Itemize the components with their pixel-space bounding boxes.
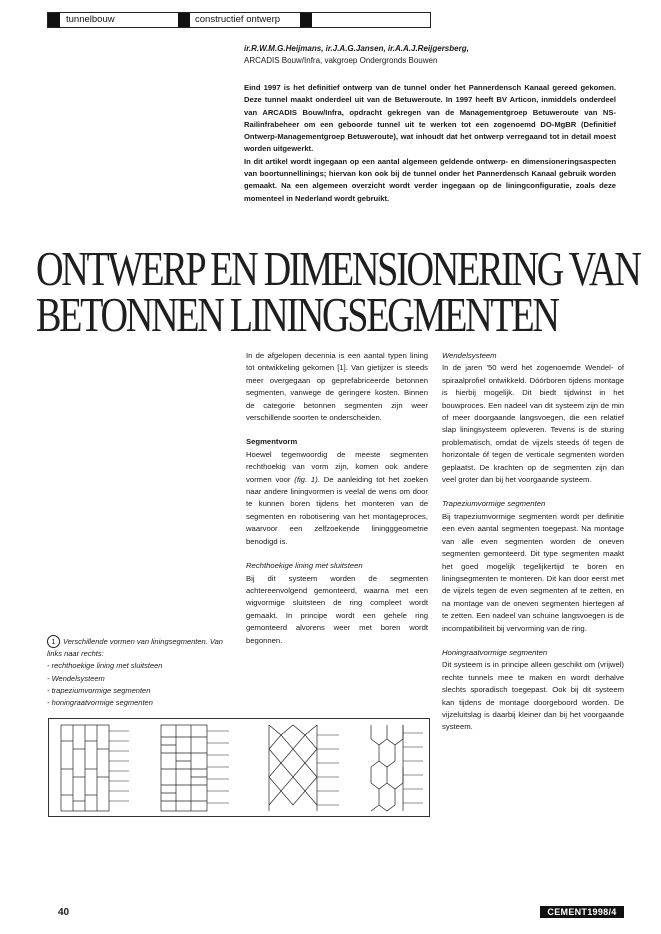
body-paragraph: Dit systeem is in principe alleen geschikt om (vrijwel) rechte tunnels mee te maken en wordt derhalve slechts sporadisch toegepast. Ook bij dit systeem kan tijdens de montage doorgeboord worden. De vijzeluitslag is daarbij kleiner dan bij het voorgaande systeem. <box>442 660 624 732</box>
header-tag-constructief-ontwerp: constructief ontwerp <box>195 14 281 25</box>
figure-number-badge: 1 <box>47 635 60 648</box>
rectangular-lining-drawing <box>61 725 129 811</box>
figure-lining-segments <box>48 718 430 817</box>
honeycomb-segments-drawing <box>371 725 423 811</box>
section-heading: Segmentvorm <box>246 437 298 447</box>
subsection-heading: Wendelsysteem <box>442 351 497 360</box>
header-marker <box>178 13 190 27</box>
section-header <box>47 12 431 28</box>
figure-caption <box>47 635 237 709</box>
title-line-2: BETONNEN LININGSEGMENTEN <box>36 287 558 342</box>
header-tag-tunnelbouw: tunnelbouw <box>66 14 115 25</box>
trapezium-segments-drawing <box>269 725 339 811</box>
body-paragraph: Bij trapeziumvormige segmenten wordt per definitie een even aantal segmenten toegepast. Na montage van alle even segmenten worden de oneven segmenten gemonteerd. Dit type segmenten maakt het goed mogelijk tegelijkertijd te boren en liningsegmenten te monteren. Dit kan door eerst met de vijzels tegen de even segmenten af te zetten, en na montage van de oneven segmenten hiertegen af te zetten. Een nadeel van schuine langsvoegen is de incompatibiliteit bij vervorming van de ring. <box>442 511 624 633</box>
page-number: 40 <box>58 907 70 918</box>
caption-item: - Wendelsysteem <box>47 673 105 683</box>
body-paragraph: In de jaren '50 werd het zogenoemde Wendel- of spiraalprofiel ontwikkeld. Dóórboren tijdens montage is hierbij mogelijk. Dit biedt tijdwinst in het bouwproces. Een nadeel van dit systeem zijn de min of meer doorgaande langsvoegen, die een relatief slap liningsysteem opleveren. Tevens is de sturing problematisch, omdat de vijzels steeds óf tegen de horizontale óf tegen de verticale segmenten worden geplaatst. De krachten op de segmenten zijn dan veel groter dan bij het voorgaande systeem. <box>442 363 624 485</box>
intro-paragraph: Eind 1997 is het definitief ontwerp van de tunnel onder het Pannerdensch Kanaal gereed gekomen. Deze tunnel maakt onderdeel uit van de Betuweroute. In 1997 heeft BV Articon, inmiddels onderdeel van ARCADIS Bouw/Infra, opdracht gekregen van de Managementgroep Betuweroute van NS-Railinfrabeheer om een geboorde tunnel uit te werken tot een zogenoemd DO-MgBR (Definitief Ontwerp-Managementgroep Betuweroute), wat inhoudt dat het ontwerp verregaand tot in detail moest worden uitgewerkt. <box>244 83 616 154</box>
body-column-right <box>442 350 624 734</box>
caption-list <box>47 660 237 709</box>
subsection-heading: Rechthoekige lining met sluitsteen <box>246 561 363 571</box>
caption-item: - trapeziumvormige segmenten <box>47 685 151 695</box>
caption-item: - honingraatvormige segmenten <box>47 698 153 708</box>
wendel-system-drawing <box>161 725 229 811</box>
body-paragraph: Bij dit systeem worden de segmenten achtereenvolgend gemonteerd, waarna met een wigvormige sluitsteen de ring compleet wordt gemaakt. In principe wordt een gehele ring gemonteerd alvorens weer met boren wordt begonnen. <box>246 573 428 645</box>
journal-issue-badge: CEMENT1998/4 <box>540 906 624 918</box>
lining-segments-diagram <box>49 719 429 816</box>
affiliation: ARCADIS Bouw/Infra, vakgroep Ondergronds Bouwen <box>244 56 438 65</box>
figure-reference: (fig. 1) <box>294 474 318 484</box>
intro-abstract <box>244 82 616 205</box>
body-column-middle <box>246 350 428 647</box>
subsection-heading: Honingraatvormige segmenten <box>442 647 548 657</box>
body-paragraph: Hoewel tegenwoordig de meeste segmenten rechthoekig van vorm zijn, komen ook andere vormen voor (fig. 1). De aanleiding tot het zoeken naar andere liningvormen is veelal de wens om door te kunnen boren tijdens het monteren van de segmenten en robotisering van het montageproces, waarvoor een zelfzoekende liningggeometrie benodigd is. <box>246 449 428 546</box>
title-line-1: ONTWERP EN DIMENSIONERING VAN <box>36 241 640 296</box>
authors: ir.R.W.M.G.Heijmans, ir.J.A.G.Jansen, ir.A.A.J.Reijgersberg, <box>244 44 469 53</box>
caption-item: - rechthoekige lining met sluitsteen <box>47 661 163 671</box>
header-marker <box>48 13 60 27</box>
intro-paragraph: In dit artikel wordt ingegaan op een aantal algemeen geldende ontwerp- en dimensioneringsaspecten van boortunnellinings; hiervan kon ook bij de tunnel onder het Pannerdensch Kanaal gebruik worden gemaakt. Na een algemeen overzicht wordt verder ingegaan op de liningconfiguratie, zoals deze momenteel in Nederland wordt gebruikt. <box>244 156 616 203</box>
header-marker <box>300 13 312 27</box>
caption-text: Verschillende vormen van liningsegmenten. Van links naar rechts: <box>47 637 223 659</box>
subsection-heading: Trapeziumvormige segmenten <box>442 499 546 509</box>
body-paragraph: In de afgelopen decennia is een aantal typen lining tot ontwikkeling gekomen [1]. Van gietijzer is steeds meer overgegaan op geprefabriceerde betonnen segmenten, vanwege de geringere kosten. Binnen de categorie betonnen segmenten zijn weer verschillende soorten te onderscheiden. <box>246 351 428 423</box>
